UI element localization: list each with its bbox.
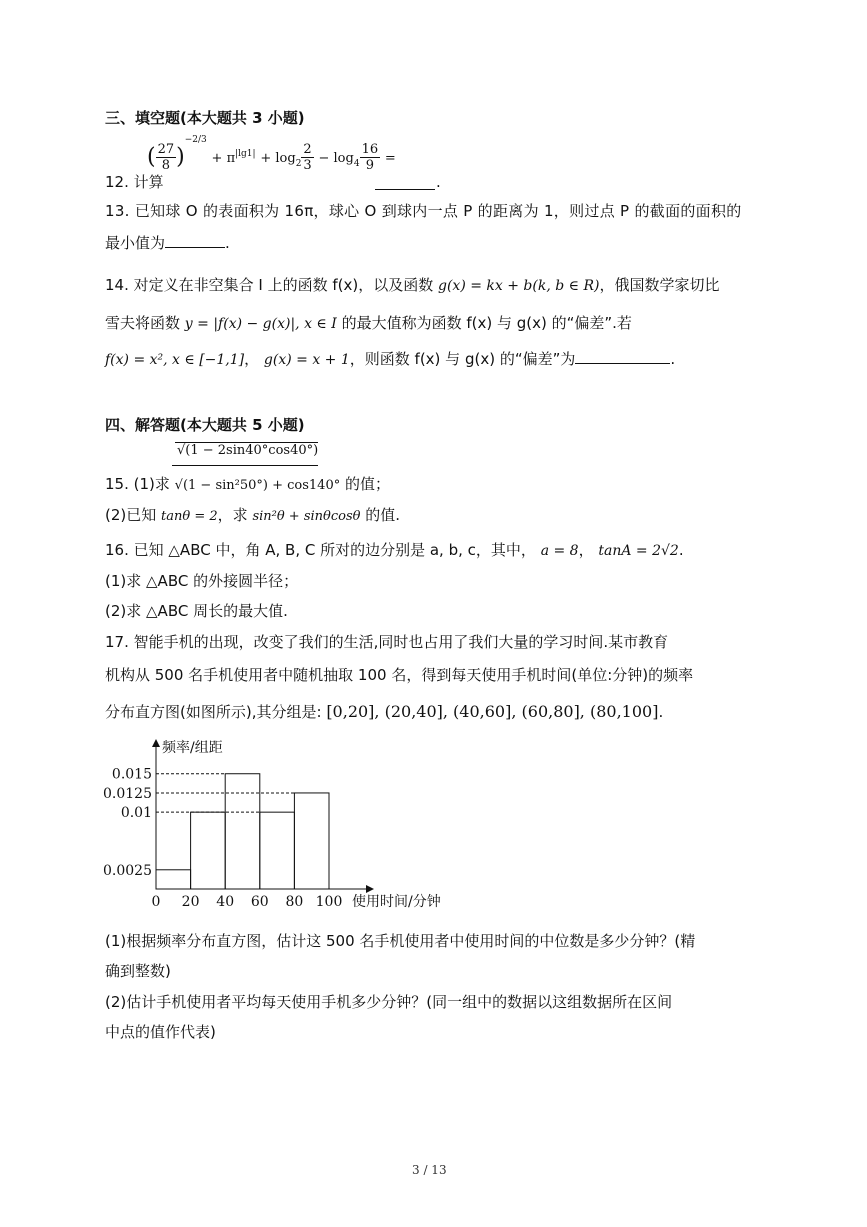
y-tick-0.01: 0.01 <box>120 805 152 822</box>
q17-intervals: [0,20], (20,40], (40,60], (60,80], (80,100] <box>326 702 659 721</box>
q15-line1 <box>105 474 390 496</box>
y-tick-0.015: 0.015 <box>111 766 152 783</box>
x-tick-20: 20 <box>181 894 200 910</box>
q14-end: . <box>670 350 676 368</box>
q12-end: . <box>436 173 441 191</box>
q16-end: . <box>678 541 684 559</box>
x-axis-label: 使用时间/分钟 <box>352 894 441 910</box>
q14-answer-blank <box>575 349 670 364</box>
q14-line1-a: 14. 对定义在非空集合 I 上的函数 f(x)，以及函数 <box>105 276 434 294</box>
q15-fraction-bar <box>172 465 318 466</box>
q14-g-given: g(x) = x + 1 <box>263 352 350 368</box>
x-tick-80: 80 <box>285 894 304 910</box>
q17-line3 <box>105 702 663 722</box>
y-tick-0.0125: 0.0125 <box>103 785 152 802</box>
x-tick-60: 60 <box>250 894 269 910</box>
bar-[0,20] <box>156 870 191 889</box>
bar-(40,60] <box>225 774 260 889</box>
q14-line3-d: ，则函数 f(x) 与 g(x) 的“偏差”为 <box>349 350 576 368</box>
q16-a-value: a = 8 <box>540 543 579 559</box>
q17-part2-line2: 中点的值作代表) <box>105 1023 216 1041</box>
q14-line2-a: 雪夫将函数 <box>105 314 181 332</box>
q15-part2-a: (2)已知 <box>105 506 157 524</box>
q15-part2 <box>105 505 400 527</box>
q15-numerator <box>175 443 318 458</box>
q12-fraction-27-8: $\frac{27}{8}$ <box>157 142 175 173</box>
q12-equals: = <box>384 151 396 166</box>
x-tick-100: 100 <box>315 894 343 910</box>
q13-line2 <box>105 233 230 253</box>
q16-part2: (2)求 △ABC 周长的最大值. <box>105 602 288 620</box>
y-axis-label: 频率/组距 <box>162 740 223 756</box>
x-tick-0: 0 <box>151 894 161 910</box>
q17-line3-a: 分布直方图(如图所示),其分组是: <box>105 703 322 721</box>
q13-line2-text: 最小值为 <box>105 234 166 252</box>
q15-after: 的值； <box>345 475 391 493</box>
q16-part1: (1)求 △ABC 的外接圆半径； <box>105 572 299 590</box>
page-number: 3 / 13 <box>412 1163 447 1177</box>
bar-(20,40] <box>191 812 226 889</box>
q15-part2-e: 的值. <box>365 506 401 524</box>
q15-tan-given: tanθ = 2 <box>161 509 218 524</box>
bar-(80,100] <box>294 793 329 889</box>
q12-answer-blank <box>375 175 435 190</box>
q17-line2: 机构从 500 名手机使用者中随机抽取 100 名，得到每天使用手机时间(单位:分钟)的频率 <box>105 666 694 684</box>
q12-label: 12. 计算 <box>105 173 164 191</box>
bar-(60,80] <box>260 812 295 889</box>
q13-line1: 13. 已知球 O 的表面积为 16π，球心 O 到球内一点 P 的距离为 1，则过点 P 的截面的面积的 <box>105 202 742 220</box>
q17-part1-line1: (1)根据频率分布直方图，估计这 500 名手机使用者中使用时间的中位数是多少分钟？(精 <box>105 932 696 950</box>
q15-label: 15. (1)求 <box>105 475 170 493</box>
q14-line1 <box>105 275 719 296</box>
q17-line1: 17. 智能手机的出现，改变了我们的生活,同时也占用了我们大量的学习时间.某市教育 <box>105 633 669 651</box>
bars <box>156 774 329 889</box>
q12-log2: − log <box>318 151 354 166</box>
q13-answer-blank <box>165 233 225 248</box>
paren-open: ( <box>147 144 156 170</box>
section-3-title: 三、填空题(本大题共 3 小题) <box>105 109 305 127</box>
section-4-title: 四、解答题(本大题共 5 小题) <box>105 416 305 434</box>
q12-pi-exp: |lg1| <box>235 149 256 159</box>
q16-line1 <box>105 540 684 561</box>
q12-log1: + log <box>260 151 296 166</box>
q17-part1-line2: 确到整数) <box>105 962 171 980</box>
q12-log1-arg: $\frac{2}{3}$ <box>303 142 312 173</box>
q12-log2-base: 4 <box>353 159 360 169</box>
q17-end: . <box>658 703 664 721</box>
frequency-histogram <box>100 735 460 915</box>
q14-comma: ， <box>244 350 260 368</box>
q14-deviation-function: y = |f(x) − g(x)|, x ∈ I <box>184 316 337 332</box>
q14-line2 <box>105 313 632 334</box>
q16-tan-value: tanA = 2√2 <box>598 543 679 559</box>
q14-f-given: f(x) = x², x ∈ [−1,1] <box>105 352 245 368</box>
q16-line1-a: 16. 已知 △ABC 中，角 A, B, C 所对的边分别是 a, b, c，其中， <box>105 541 536 559</box>
q16-comma: ， <box>578 541 594 559</box>
y-tick-labels <box>103 767 152 879</box>
q15-denominator: √(1 − sin²50°) + cos140° <box>174 478 341 493</box>
q14-line1-c: ，俄国数学家切比 <box>599 276 720 294</box>
x-tick-labels <box>152 894 343 910</box>
q14-line2-c: 的最大值称为函数 f(x) 与 g(x) 的“偏差”.若 <box>341 314 632 332</box>
q12-log1-base: 2 <box>295 159 302 169</box>
y-tick-0.0025: 0.0025 <box>103 862 152 879</box>
q12-pi-term: + π <box>211 151 236 166</box>
q12-exponent: −2/3 <box>184 135 207 145</box>
x-tick-40: 40 <box>216 894 235 910</box>
q15-expression: sin²θ + sinθcosθ <box>252 509 361 524</box>
q14-line3 <box>105 349 675 370</box>
q15-numerator-text: √(1 − 2sin40°cos40°) <box>177 443 319 458</box>
q14-g-definition: g(x) = kx + b(k, b ∈ R) <box>438 278 600 294</box>
q12-log2-arg: $\frac{16}{9}$ <box>361 142 379 173</box>
q13-end: . <box>225 234 230 252</box>
q17-part2-line1: (2)估计手机使用者平均每天使用手机多少分钟？(同一组中的数据以这组数据所在区间 <box>105 993 673 1011</box>
q15-part2-c: ，求 <box>217 506 248 524</box>
paren-close: ) <box>176 144 185 170</box>
